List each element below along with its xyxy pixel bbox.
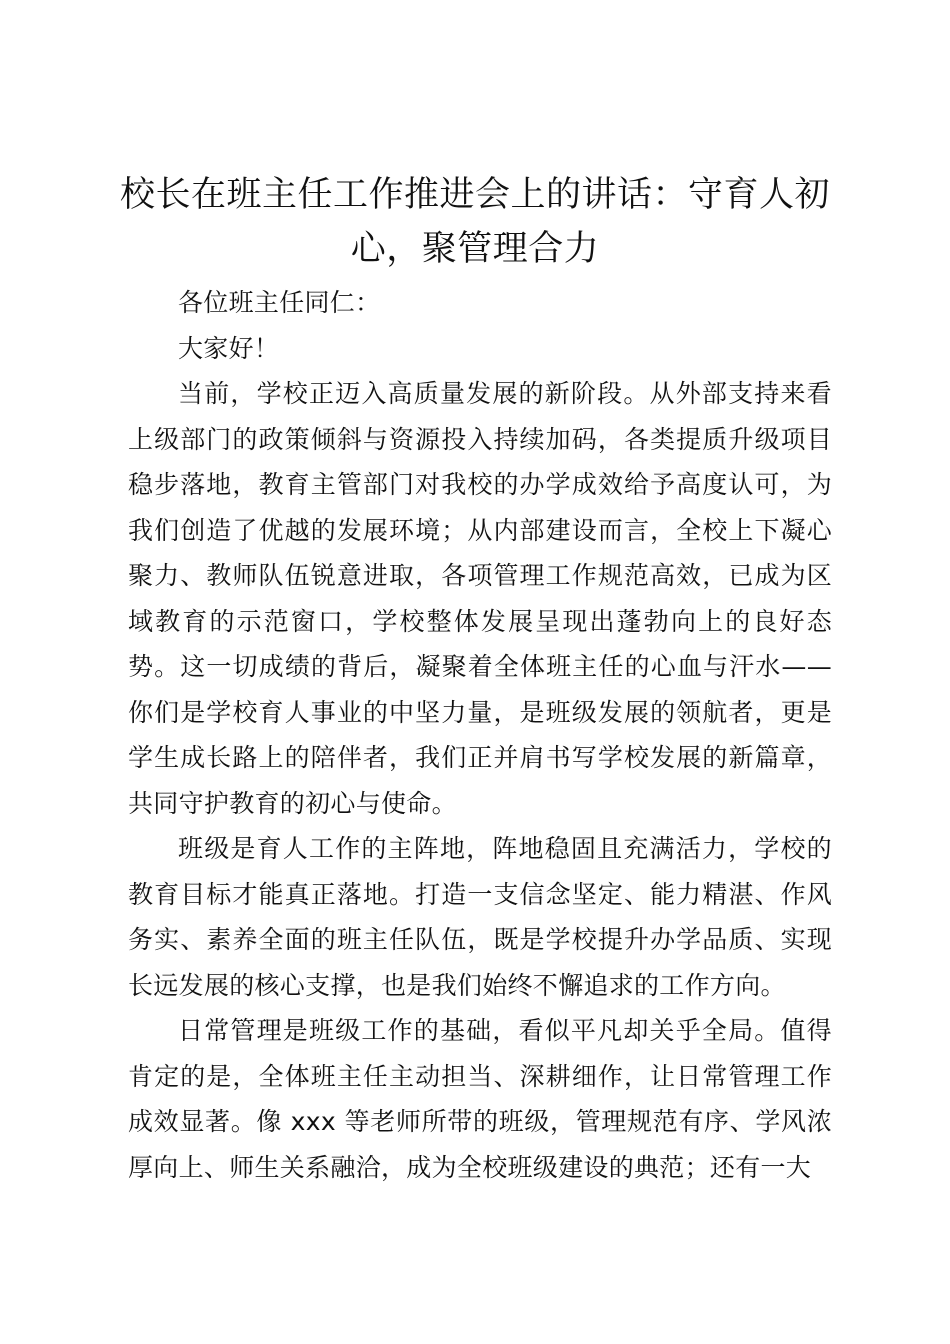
paragraph: 班级是育人工作的主阵地，阵地稳固且充满活力，学校的教育目标才能真正落地。打造一支信念坚定、能力精湛、作风务实、素养全面的班主任队伍，既是学校提升办学品质、实现长远发展的核心支撑，也是我们始终不懈追求的工作方向。 [128,834,832,1000]
paragraph: 当前，学校正迈入高质量发展的新阶段。从外部支持来看上级部门的政策倾斜与资源投入持续加码，各类提质升级项目稳步落地，教育主管部门对我校的办学成效给予高度认可，为我们创造了优越的发展环境；从内部建设而言，全校上下凝心聚力、教师队伍锐意进取，各项管理工作规范高效，已成为区域教育的示范窗口，学校整体发展呈现出蓬勃向上的良好态势。这一切成绩的背后，凝聚着全体班主任的心血与汗水——你们是学校育人事业的中坚力量，是班级发展的领航者，更是学生成长路上的陪伴者，我们正并肩书写学校发展的新篇章，共同守护教育的初心与使命。 [128,379,832,818]
salutation: 各位班主任同仁： [178,288,381,317]
document-title: 校长在班主任工作推进会上的讲话：守育人初心，聚管理合力 [119,175,830,269]
document-body [128,280,832,1190]
paragraph: 日常管理是班级工作的基础，看似平凡却关乎全局。值得肯定的是，全体班主任主动担当、深耕细作，让日常管理工作成效显著。像 xxx 等老师所带的班级，管理规范有序、学风浓厚向上、师生关系融洽，成为全校班级建设的典范；还有一大 [128,1016,832,1182]
greeting: 大家好！ [178,333,280,363]
